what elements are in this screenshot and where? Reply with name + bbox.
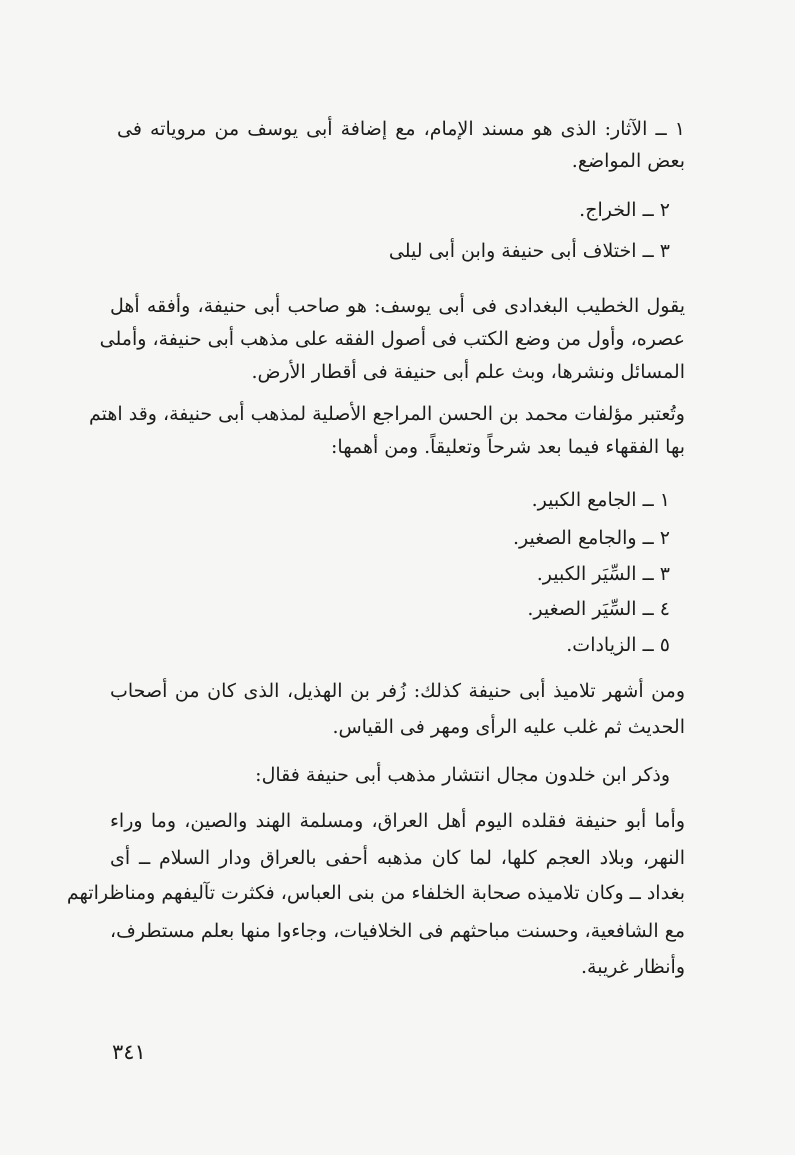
works-list-item-3: ٣ ــ السِّيَر الكبير.: [536, 563, 670, 585]
works-list-item-4: ٤ ــ السِّيَر الصغير.: [527, 598, 670, 620]
quote-line-3: بغداد ــ وكان تلاميذه صحابة الخلفاء من بنى العباس، فكثرت تآليفهم ومناظراتهم: [66, 882, 685, 904]
paragraph-4-line-1: وذكر ابن خلدون مجال انتشار مذهب أبى حنيفة فقال:: [255, 764, 670, 786]
quote-line-4: مع الشافعية، وحسنت مباحثهم فى الخلافيات، وجاءوا منها بعلم مستطرف،: [110, 920, 685, 942]
works-list-item-2: ٢ ــ والجامع الصغير.: [512, 527, 670, 549]
paragraph-1-line-3: المسائل ونشرها، وبث علم أبى حنيفة فى أقطار الأرض.: [251, 361, 685, 383]
works-list-item-1: ١ ــ الجامع الكبير.: [531, 489, 670, 511]
paragraph-1-line-1: يقول الخطيب البغدادى فى أبى يوسف: هو صاحب أبى حنيفة، وأفقه أهل: [110, 295, 685, 317]
paragraph-2-line-1: وتُعتبر مؤلفات محمد بن الحسن المراجع الأصلية لمذهب أبى حنيفة، وقد اهتم: [89, 403, 685, 425]
paragraph-2-line-2: بها الفقهاء فيما بعد شرحاً وتعليقاً. ومن أهمها:: [331, 436, 685, 458]
list-item-2: ٢ ــ الخراج.: [579, 199, 670, 221]
paragraph-3-line-2: الحديث ثم غلب عليه الرأى ومهر فى القياس.: [332, 716, 685, 738]
works-list-item-5: ٥ ــ الزيادات.: [566, 634, 670, 656]
page-number: ٣٤١: [112, 1040, 146, 1064]
list-item-1-line-2: بعض المواضع.: [571, 150, 685, 172]
paragraph-1-line-2: عصره، وأول من وضع الكتب فى أصول الفقه على مذهب أبى حنيفة، وأملى: [99, 328, 685, 350]
quote-line-1: وأما أبو حنيفة فقلده اليوم أهل العراق، ومسلمة الهند والصين، وما وراء: [110, 810, 685, 832]
quote-line-2: النهر، وبلاد العجم كلها، لما كان مذهبه أحفى بالعراق ودار السلام ــ أى: [110, 847, 685, 869]
quote-line-5: وأنظار غريبة.: [581, 956, 685, 978]
paragraph-3-line-1: ومن أشهر تلاميذ أبى حنيفة كذلك: زُفر بن الهذيل، الذى كان من أصحاب: [110, 680, 685, 702]
list-item-3: ٣ ــ اختلاف أبى حنيفة وابن أبى ليلى: [388, 240, 670, 262]
list-item-1-line-1: ١ ــ الآثار: الذى هو مسند الإمام، مع إضافة أبى يوسف من مروياته فى: [117, 118, 685, 140]
